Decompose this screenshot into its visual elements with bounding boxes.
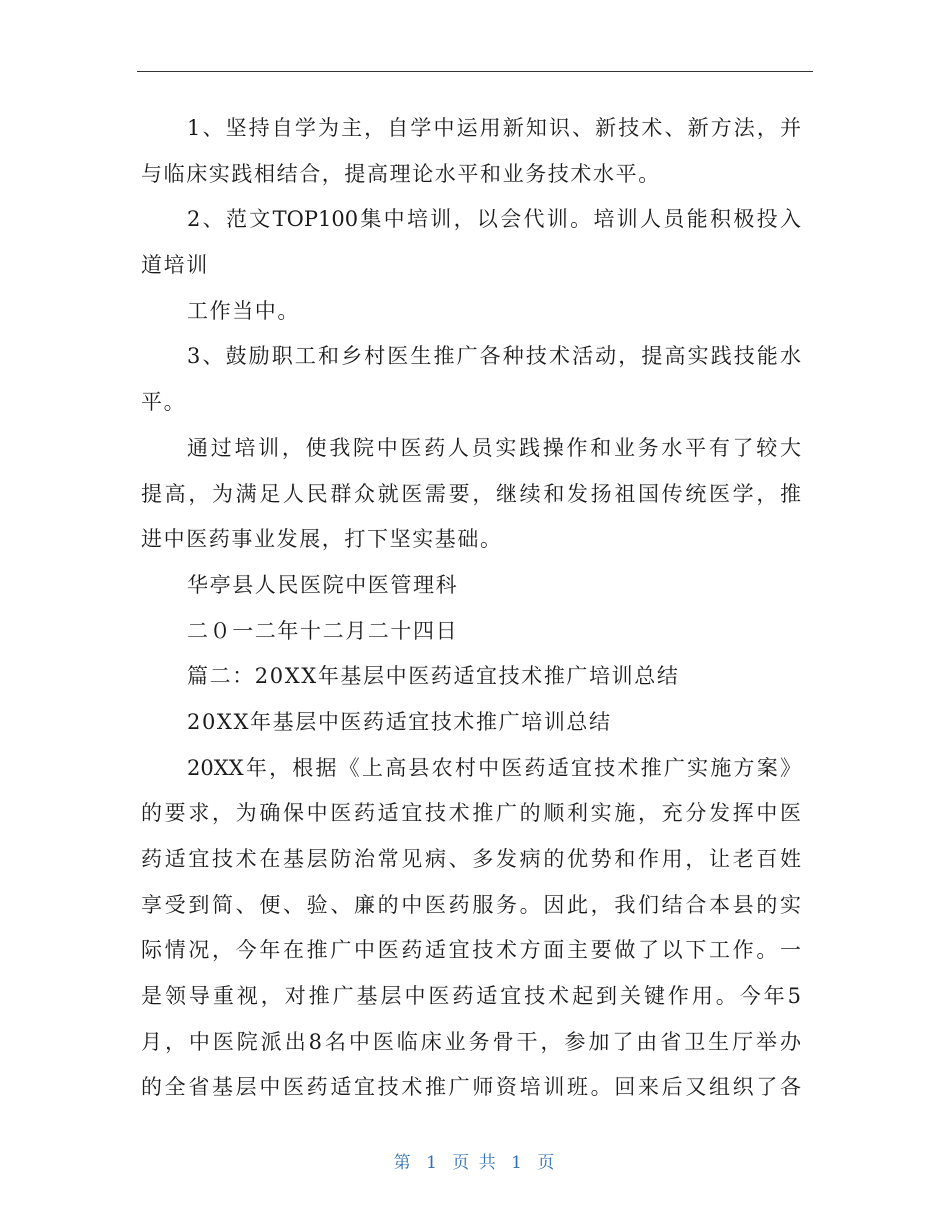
text-line: 通过培训，使我院中医药人员实践操作和业务水平有了较大	[187, 435, 801, 460]
footer-page-total: 1	[511, 1153, 524, 1173]
text-line: 1、坚持自学为主，自学中运用新知识、新技术、新方法，并	[187, 116, 801, 140]
text-line: 3、鼓励职工和乡村医生推广各种技术活动，提高实践技能水	[187, 344, 801, 369]
page-footer	[0, 1148, 950, 1173]
text-line: 二０一二年十二月二十四日	[187, 618, 459, 643]
footer-middle: 页 共	[452, 1153, 498, 1173]
text-line: 华亭县人民医院中医管理科	[187, 572, 459, 597]
text-line: 20XX年，根据《上高县农村中医药适宜技术推广实施方案》	[187, 755, 801, 780]
text-line: 进中医药事业发展，打下坚实基础。	[141, 527, 503, 552]
text-line: 是领导重视，对推广基层中医药适宜技术起到关键作用。今年5	[141, 984, 801, 1009]
text-line: 篇二：20XX年基层中医药适宜技术推广培训总结	[187, 664, 680, 689]
text-line: 2、范文TOP100集中培训，以会代训。培训人员能积极投入	[187, 207, 801, 232]
text-line: 月，中医院派出8名中医临床业务骨干，参加了由省卫生厅举办	[141, 1029, 801, 1054]
footer-prefix: 第	[393, 1153, 413, 1173]
text-line: 与临床实践相结合，提高理论水平和业务技术水平。	[141, 161, 661, 186]
footer-suffix: 页	[537, 1153, 557, 1173]
footer-page-number: 1	[426, 1153, 439, 1173]
text-line: 工作当中。	[187, 298, 300, 323]
text-line: 平。	[141, 390, 187, 415]
document-body	[141, 106, 801, 1111]
text-line: 的全省基层中医药适宜技术推广师资培训班。回来后又组织了各	[141, 1075, 801, 1100]
text-line: 的要求，为确保中医药适宜技术推广的顺利实施，充分发挥中医	[141, 801, 801, 826]
text-line: 道培训	[141, 253, 209, 278]
text-line: 药适宜技术在基层防治常见病、多发病的优势和作用，让老百姓	[141, 847, 801, 871]
text-line: 提高，为满足人民群众就医需要，继续和发扬祖国传统医学，推	[141, 481, 801, 506]
text-line: 20XX年基层中医药适宜技术推广培训总结	[187, 709, 612, 734]
header-rule	[137, 71, 813, 72]
text-line: 享受到简、便、验、廉的中医药服务。因此，我们结合本县的实	[141, 892, 801, 917]
text-line: 际情况，今年在推广中医药适宜技术方面主要做了以下工作。一	[141, 938, 801, 963]
